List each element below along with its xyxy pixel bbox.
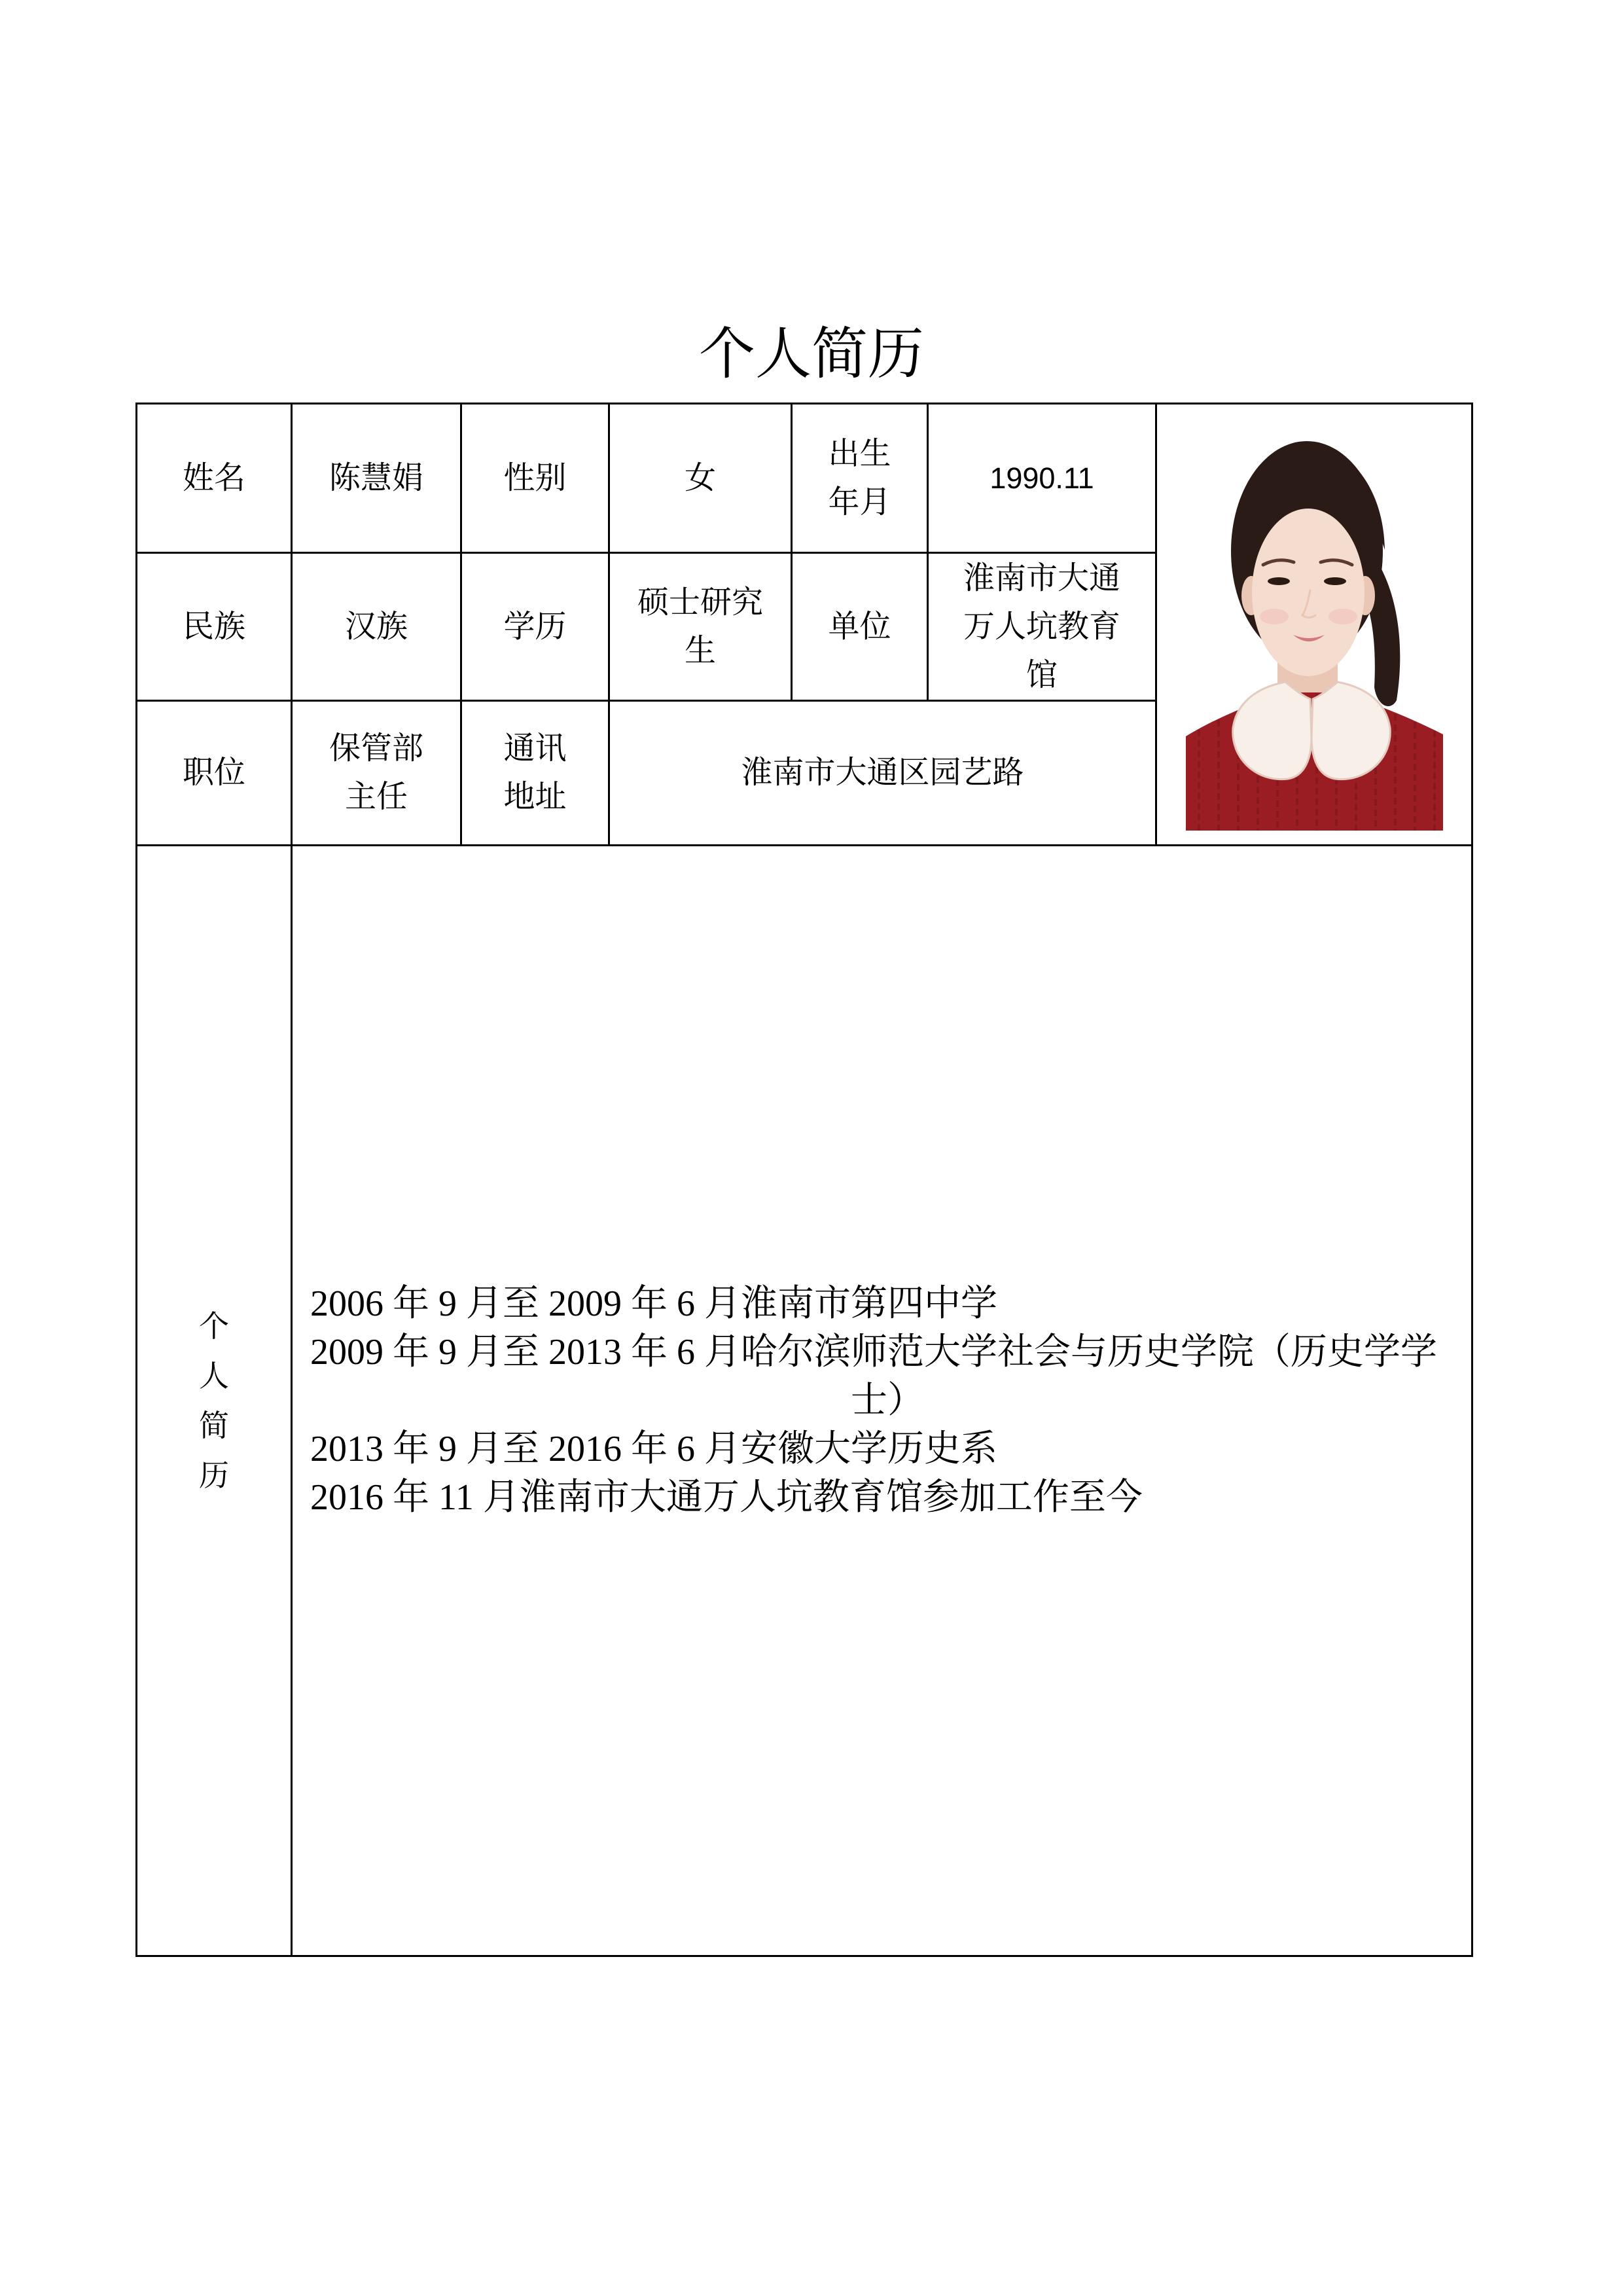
gender-value-cell xyxy=(609,404,792,553)
info-row-basic xyxy=(137,404,1472,553)
history-row xyxy=(137,846,1472,1956)
history-entry xyxy=(310,1328,1465,1425)
page-title: 个人简历 xyxy=(699,323,924,386)
history-content-cell xyxy=(292,846,1472,1956)
employer-value-cell xyxy=(928,553,1156,701)
position-value: 保管部主任 xyxy=(329,731,423,814)
position-value-cell xyxy=(292,701,461,846)
position-label: 职位 xyxy=(182,755,245,790)
gender-label: 性别 xyxy=(503,460,567,495)
portrait-face xyxy=(1252,509,1364,676)
photo-cell xyxy=(1156,404,1472,846)
ethnicity-value: 汉族 xyxy=(344,609,408,644)
education-label-cell xyxy=(461,553,609,701)
history-label-cell xyxy=(137,846,292,1956)
history-entry-line-continued: 士） xyxy=(851,1380,924,1421)
address-value-cell xyxy=(609,701,1156,846)
resume-table xyxy=(135,403,1473,1957)
history-entry xyxy=(310,1280,1465,1328)
name-value: 陈慧娟 xyxy=(329,460,423,495)
history-entry xyxy=(310,1473,1465,1522)
gender-label-cell xyxy=(461,404,609,553)
name-label: 姓名 xyxy=(182,460,245,495)
gender-value: 女 xyxy=(684,460,716,495)
birth-label: 出生年月 xyxy=(828,436,891,520)
address-label: 通讯地址 xyxy=(503,731,567,814)
ethnicity-value-cell xyxy=(292,553,461,701)
name-value-cell xyxy=(292,404,461,553)
portrait-photo xyxy=(1186,439,1443,831)
education-value-cell xyxy=(609,553,792,701)
birth-value-cell xyxy=(928,404,1156,553)
address-label-cell xyxy=(461,701,609,846)
history-entry xyxy=(310,1425,1465,1473)
ethnicity-label-cell xyxy=(137,553,292,701)
employer-value: 淮南市大通万人坑教育馆 xyxy=(963,560,1120,692)
history-entry-line: 2016 年 11 月淮南市大通万人坑教育馆参加工作至今 xyxy=(310,1477,1143,1518)
employer-label-cell xyxy=(792,553,928,701)
employer-label: 单位 xyxy=(828,609,891,644)
ethnicity-label: 民族 xyxy=(182,609,245,644)
birth-value: 1990.11 xyxy=(990,461,1094,495)
history-label: 个人简历 xyxy=(198,1309,229,1492)
birth-label-cell xyxy=(792,404,928,553)
history-entry-line: 2013 年 9 月至 2016 年 6 月安徽大学历史系 xyxy=(310,1429,997,1469)
name-label-cell xyxy=(137,404,292,553)
position-label-cell xyxy=(137,701,292,846)
address-value: 淮南市大通区园艺路 xyxy=(741,755,1024,790)
education-value: 硕士研究生 xyxy=(637,584,763,668)
history-entry-line: 2006 年 9 月至 2009 年 6 月淮南市第四中学 xyxy=(310,1283,997,1324)
education-label: 学历 xyxy=(503,609,567,644)
history-entry-line: 2009 年 9 月至 2013 年 6 月哈尔滨师范大学社会与历史学院（历史学学 xyxy=(310,1332,1437,1372)
